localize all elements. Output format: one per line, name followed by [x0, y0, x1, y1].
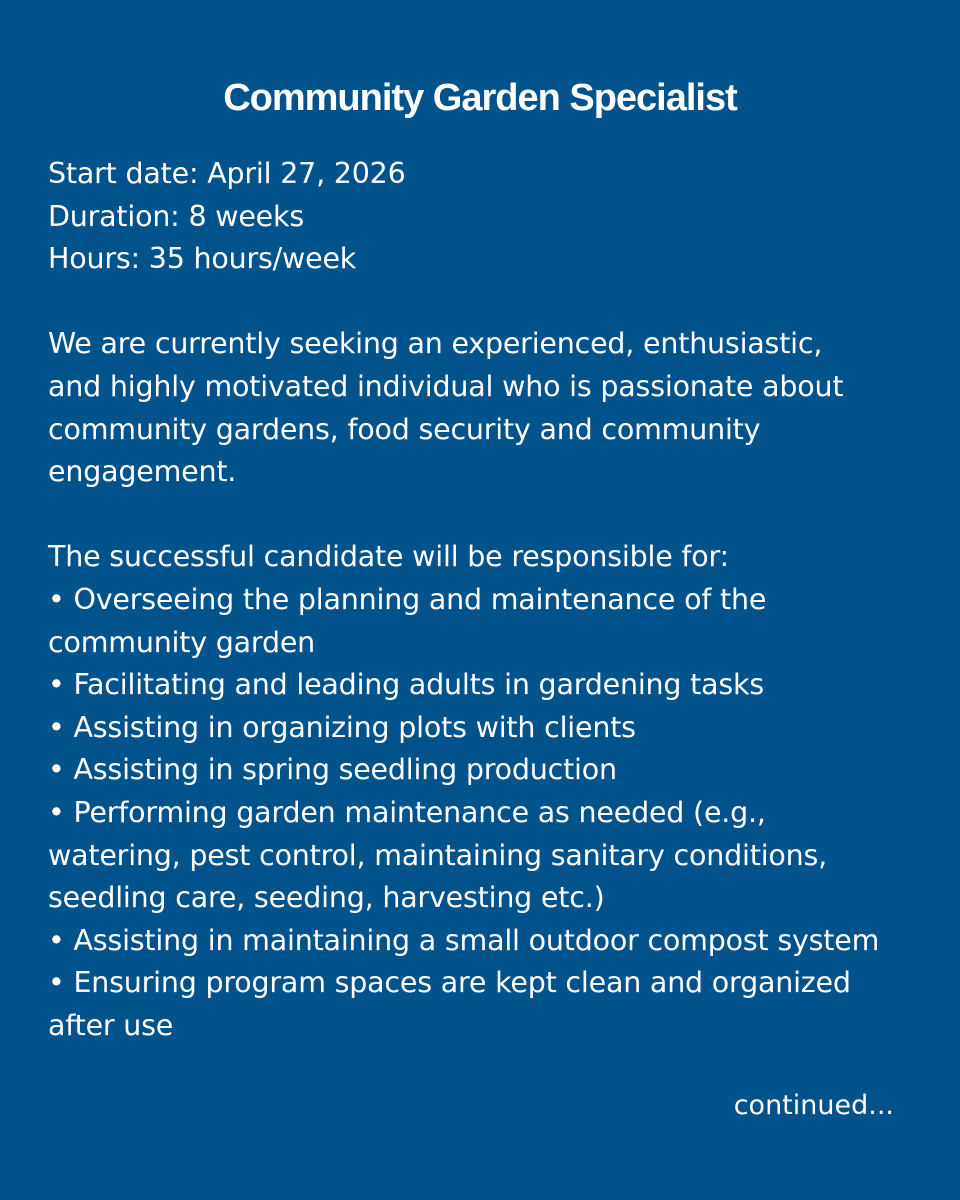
responsibility-line: • Overseeing the planning and maintenance of the [48, 582, 767, 616]
responsibility-line: • Assisting in spring seedling production [48, 753, 617, 787]
responsibility-line: • Performing garden maintenance as needed (e.g., [48, 795, 766, 829]
responsibility-line: seedling care, seeding, harvesting etc.) [48, 881, 605, 915]
continued-label: continued... [733, 1090, 894, 1121]
hours: Hours: 35 hours/week [48, 242, 357, 276]
responsibility-item [48, 664, 928, 707]
posting-content [48, 153, 928, 1047]
responsibility-item [48, 920, 928, 963]
responsibility-line: • Facilitating and leading adults in gardening tasks [48, 668, 764, 702]
page-title: Community Garden Specialist [223, 77, 737, 119]
responsibility-line: community garden [48, 625, 316, 659]
responsibility-line: • Ensuring program spaces are kept clean and organized [48, 966, 851, 1000]
responsibility-item [48, 749, 928, 792]
responsibilities-list [48, 579, 928, 1048]
responsibility-item [48, 962, 928, 1047]
intro-paragraph [48, 323, 928, 493]
intro-line: engagement. [48, 455, 237, 489]
responsibility-line: watering, pest control, maintaining sanitary conditions, [48, 838, 828, 872]
responsibility-item [48, 707, 928, 750]
responsibility-line: • Assisting in organizing plots with clients [48, 710, 636, 744]
intro-line: We are currently seeking an experienced, enthusiastic, [48, 327, 823, 361]
intro-line: and highly motivated individual who is passionate about [48, 369, 844, 403]
intro-line: community gardens, food security and community [48, 412, 761, 446]
responsibility-item [48, 792, 928, 920]
start-date: Start date: April 27, 2026 [48, 157, 406, 190]
responsibility-line: after use [48, 1008, 174, 1042]
responsibility-item [48, 579, 928, 664]
job-details [48, 153, 928, 281]
responsibility-line: • Assisting in maintaining a small outdoor compost system [48, 923, 880, 957]
responsibilities-heading: The successful candidate will be responsible for: [48, 540, 729, 574]
duration: Duration: 8 weeks [48, 199, 304, 233]
